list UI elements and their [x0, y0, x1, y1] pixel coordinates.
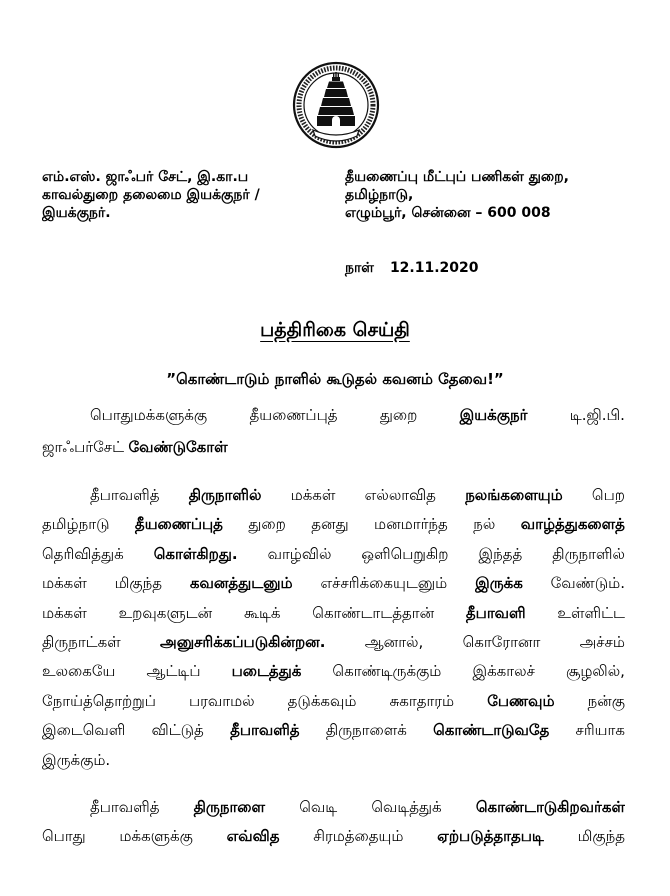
word: துறை — [379, 406, 418, 424]
word: மனமார்ந்த — [374, 515, 448, 534]
word: தனது — [311, 515, 349, 534]
word: நோய்த்தொற்றுப் — [42, 691, 156, 710]
paragraph-line — [42, 748, 625, 772]
word: கூடிக் — [243, 603, 281, 622]
word: தெரிவித்துக் — [42, 544, 124, 563]
bold-word: கவனத்துடனும் — [189, 574, 293, 593]
word: விட்டுத் — [151, 721, 204, 740]
sender-designation: காவல்துறை தலைமை இயக்குநர் / — [42, 187, 260, 203]
word: உலகையே — [42, 662, 116, 681]
bold-word: கொள்கிறது. — [153, 544, 238, 563]
bold-word: எவ்வித — [226, 827, 280, 845]
word: துறை — [248, 515, 286, 534]
bold-word: கொண்டாடுகிறவர்கள் — [475, 798, 625, 816]
word: வெடித்துக் — [371, 798, 442, 816]
bold-word: வேண்டுகோள் — [128, 438, 228, 456]
paragraph-line — [42, 601, 625, 625]
bold-word: தீயணைப்புத் — [134, 515, 223, 534]
paragraph-line — [42, 435, 625, 459]
bold-word: பேணவும் — [487, 691, 555, 710]
word: எல்லாவித — [364, 486, 436, 504]
office-department: தீயணைப்பு மீட்புப் பணிகள் துறை, — [345, 169, 569, 185]
word: ஆட்டிப் — [146, 662, 201, 681]
sender-name: எம்.எஸ். ஜாஃபர் சேட், இ.கா.ப — [42, 169, 249, 185]
date-value: 12.11.2020 — [389, 260, 479, 276]
word: மிகுந்த — [577, 827, 625, 845]
word: வாழ்வில் — [267, 544, 332, 563]
word: இடைவெளி — [42, 721, 126, 740]
bold-word: கொண்டாடுவதே — [433, 721, 550, 740]
bold-word: ஏற்படுத்தாதபடி — [437, 827, 544, 845]
word: சுகாதாரம் — [389, 691, 455, 710]
word: சரியாக — [575, 721, 625, 740]
word: வெடி — [299, 798, 338, 816]
document-subtitle: ”கொண்டாடும் நாளில் கூடுதல் கவனம் தேவை!” — [166, 370, 504, 388]
word: ஆனால், — [364, 633, 424, 651]
word: மக்கள் — [290, 486, 336, 504]
word: தீபாவளித் — [90, 486, 160, 504]
word: சூழலில், — [566, 662, 625, 681]
word: திருநாளைக் — [325, 721, 407, 740]
document-title-text: பத்திரிகை செய்தி — [260, 319, 410, 341]
bold-word: வாழ்த்துகளைத் — [520, 515, 625, 534]
office-state: தமிழ்நாடு, — [345, 187, 414, 203]
word: பரவாமல் — [188, 691, 255, 710]
word: நன்கு — [587, 691, 625, 710]
word: மக்கள் — [42, 603, 87, 622]
paragraph-line — [42, 795, 625, 819]
bold-word: இருக்க — [475, 574, 523, 593]
paragraph-line — [42, 542, 625, 566]
word: தமிழ்நாடு — [42, 515, 110, 534]
word: இந்தத் — [478, 544, 523, 563]
word: ஜாஃபர்சேட் — [42, 438, 125, 456]
word: பொது — [42, 827, 86, 845]
paragraph-line — [42, 403, 625, 427]
paragraph-line — [42, 571, 625, 595]
word: கொண்டாடத்தான் — [312, 603, 435, 622]
word: இக்காலச் — [472, 662, 535, 681]
bold-word: இயக்குநர் — [459, 406, 528, 424]
paragraph-line — [42, 512, 625, 536]
paragraph-line — [42, 824, 625, 848]
word: மிகுந்த — [114, 574, 163, 593]
word: பொதுமக்களுக்கு — [90, 406, 208, 424]
paragraph-line — [42, 483, 625, 507]
bold-word: தீபாவளித் — [230, 721, 300, 740]
word: சிரமத்தையும் — [313, 827, 404, 845]
word: திருநாளில் — [552, 544, 625, 563]
paragraph-line — [42, 630, 625, 654]
word: அச்சம் — [579, 633, 625, 651]
word: தீயணைப்புத் — [249, 406, 338, 424]
word: உள்ளிட்ட — [557, 603, 625, 622]
word: பெற — [591, 486, 625, 504]
word: கொரோனா — [462, 633, 541, 651]
word: நல் — [473, 515, 496, 534]
word: இருக்கும். — [42, 750, 111, 769]
bold-word: தீபாவளி — [465, 603, 526, 622]
word: தடுக்கவும் — [287, 691, 357, 710]
office-city: எழும்பூர், சென்னை – 600 008 — [345, 205, 551, 221]
word: மக்கள் — [42, 574, 87, 593]
date-label: நாள் — [345, 260, 374, 276]
bold-word: அனுசரிக்கப்படுகின்றன. — [160, 633, 326, 651]
paragraph-line — [42, 689, 625, 713]
word: எச்சரிக்கையுடனும் — [320, 574, 448, 593]
bold-word: நலங்களையும் — [465, 486, 563, 504]
word: டி.ஜி.பி. — [569, 406, 625, 424]
word: வேண்டும். — [550, 574, 625, 593]
bold-word: திருநாளை — [193, 798, 266, 816]
word: திருநாட்கள் — [42, 633, 121, 651]
paragraph-line — [42, 659, 625, 683]
bold-word: திருநாளில் — [188, 486, 262, 504]
word: ஒளிபெறுகிற — [361, 544, 449, 563]
paragraph-line — [42, 718, 625, 742]
word: உறவுகளுடன் — [118, 603, 213, 622]
word: மக்களுக்கு — [119, 827, 193, 845]
sender-designation-cont: இயக்குநர். — [42, 205, 111, 221]
word: கொண்டிருக்கும் — [332, 662, 442, 681]
word: தீபாவளித் — [90, 798, 160, 816]
bold-word: படைத்துக் — [231, 662, 302, 681]
